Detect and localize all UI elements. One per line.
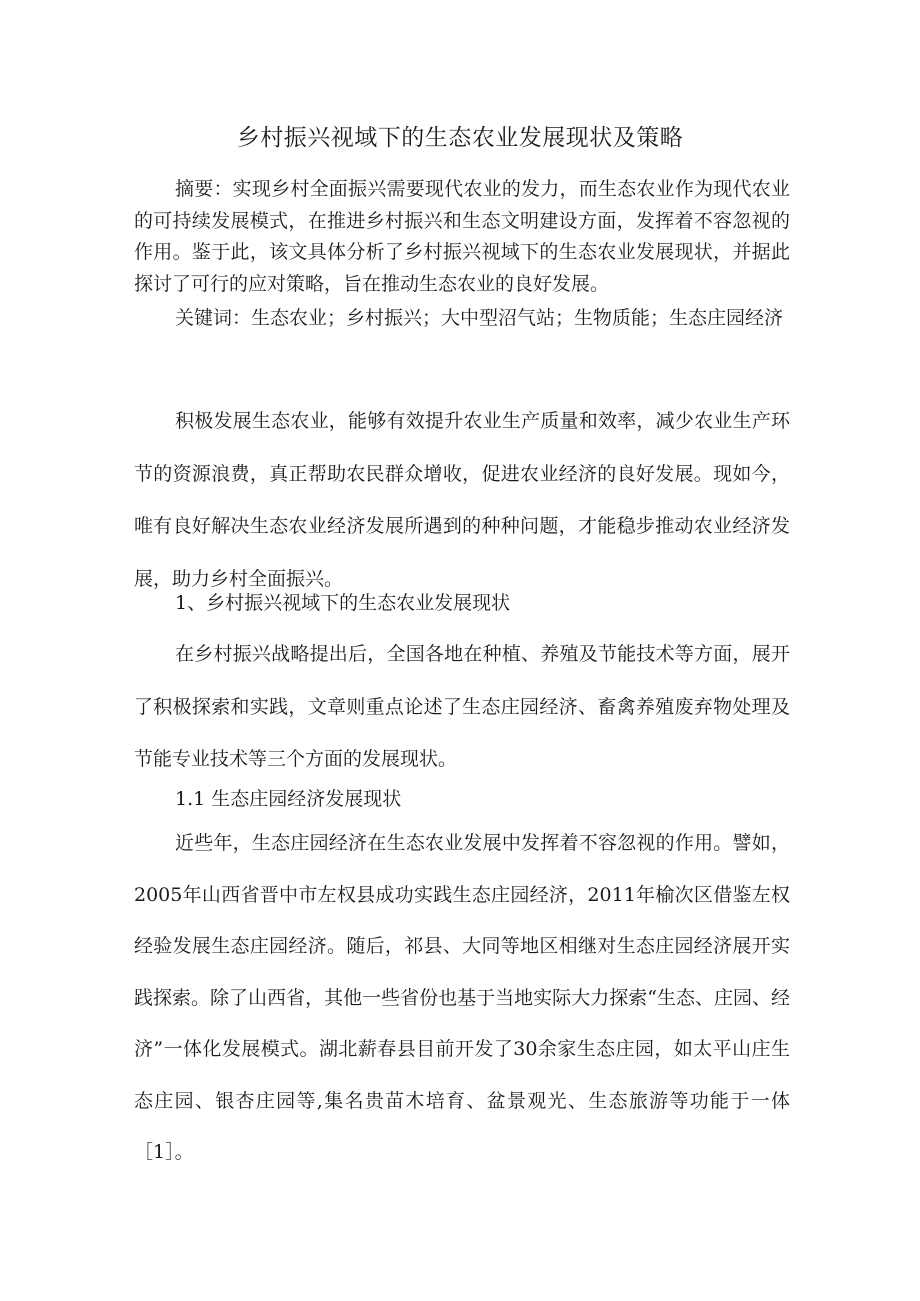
section-1-1-heading: 1.1 生态庄园经济发展现状	[175, 788, 402, 810]
intro-paragraph: 积极发展生态农业，能够有效提升农业生产质量和效率，减少农业生产环节的资源浪费，真正帮助农民群众增收，促进农业经济的良好发展。现如今，唯有良好解决生态农业经济发展所遇到的种种问题，才能稳步推动农业经济发展，助力乡村全面振兴。	[134, 410, 790, 590]
document-title: 乡村振兴视域下的生态农业发展现状及策略	[236, 125, 684, 151]
keywords-paragraph: 关键词：生态农业；乡村振兴；大中型沼气站；生物质能；生态庄园经济	[175, 307, 784, 329]
section-1-1-body: 近些年，生态庄园经济在生态农业发展中发挥着不容忽视的作用。譬如，2005年山西省晋中市左权县成功实践生态庄园经济，2011年榆次区借鉴左权经验发展生态庄园经济。随后，祁县、大同等地区相继对生态庄园经济展开实践探索。除了山西省，其他一些省份也基于当地实际大力探索“生态、庄园、经济”一体化发展模式。湖北薪春县目前开发了30余家生态庄园，如太平山庄生态庄园、银杏庄园等,集名贵苗木培育、盆景观光、生态旅游等功能于一体［1］。	[134, 832, 790, 1163]
section-1-heading: 1、乡村振兴视域下的生态农业发展现状	[175, 592, 511, 614]
abstract-paragraph: 摘要：实现乡村全面振兴需要现代农业的发力，而生态农业作为现代农业的可持续发展模式，在推进乡村振兴和生态文明建设方面，发挥着不容忽视的作用。鉴于此，该文具体分析了乡村振兴视域下的生态农业发展现状，并据此探讨了可行的应对策略，旨在推动生态农业的良好发展。	[134, 178, 790, 295]
section-1-body: 在乡村振兴战略提出后，全国各地在种植、养殖及节能技术等方面，展开了积极探索和实践，文章则重点论述了生态庄园经济、畜禽养殖废弃物处理及节能专业技术等三个方面的发展现状。	[134, 643, 790, 770]
